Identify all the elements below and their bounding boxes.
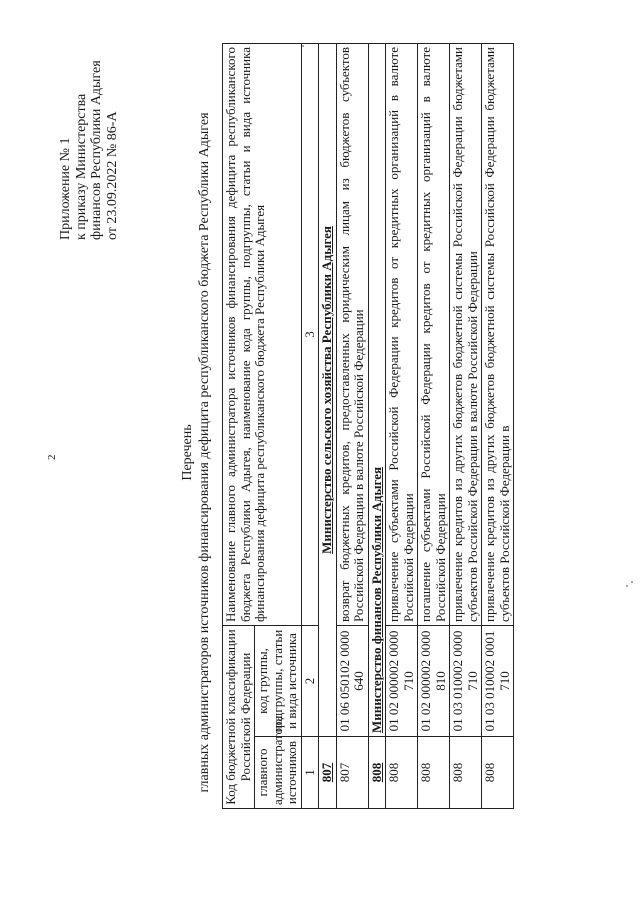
source-name: привлечение субъектами Российской Федерации кредитов от кредитных организаций в валюте Российской Федерации xyxy=(386,44,418,626)
appendix-line: Приложение № 1 xyxy=(58,137,73,240)
table-row xyxy=(482,44,514,809)
source-name: привлечение кредитов из других бюджетов бюджетной системы Российской Федерации бюджетами субъектов Российской Федерации в xyxy=(482,44,514,626)
source-code: 01 06 050102 0000 640 xyxy=(336,626,368,737)
column-numbers-row xyxy=(301,44,319,809)
appendix-line: от 23.09.2022 № 86-А xyxy=(104,111,120,240)
header-name: Наименование главного администратора источников финансирования дефицита республиканского бюджета Республики Адыгея, наименование кода группы, подгруппы, статьи и вида источника финансирования дефицита республиканского бюджета Республики Адыгея xyxy=(223,44,302,626)
column-number: 2 xyxy=(301,626,319,737)
document-subtitle: главных администраторов источников финансирования дефицита республиканского бюджета Республики Адыгея xyxy=(197,112,212,793)
header-row xyxy=(223,44,255,809)
scan-speck xyxy=(631,581,633,583)
table-row xyxy=(336,44,368,809)
appendix-block xyxy=(58,60,120,240)
admin-code: 808 xyxy=(450,737,482,809)
document-title: Перечень xyxy=(180,424,195,481)
source-code: 01 02 000002 0000 810 xyxy=(418,626,450,737)
scan-speck xyxy=(302,45,304,47)
section-admin-code: 808 xyxy=(368,737,386,809)
source-code: 01 03 010002 0000 710 xyxy=(450,626,482,737)
section-title: Министерство финансов Республики Адыгея xyxy=(368,44,386,737)
header-budget-code: Код бюджетной классификации Российской Федерации xyxy=(223,626,255,809)
source-name: погашение субъектами Российской Федерации кредитов от кредитных организаций в валюте Российской Федерации xyxy=(418,44,450,626)
section-row xyxy=(319,44,337,809)
page-number: 2 xyxy=(46,454,58,460)
header-admin: главного администратора источников xyxy=(255,737,302,809)
section-admin-code: 807 xyxy=(319,737,337,809)
admin-code: 808 xyxy=(418,737,450,809)
table-row xyxy=(450,44,482,809)
section-row xyxy=(368,44,386,809)
appendix-line: к приказу Министерства xyxy=(73,93,89,240)
admin-code: 807 xyxy=(336,737,368,809)
header-code: код группы, подгруппы, статьи и вида источника xyxy=(255,626,302,737)
source-name: возврат бюджетных кредитов, предоставленных юридическим лицам из бюджетов субъектов Российской Федерации в валюте Российской Федерации xyxy=(336,44,368,626)
column-number: 3 xyxy=(301,44,319,626)
scan-speck xyxy=(626,585,628,587)
source-name: привлечение кредитов из других бюджетов бюджетной системы Российской Федерации бюджетами субъектов Российской Федерации в валюте Российской Федерации xyxy=(450,44,482,626)
column-number: 1 xyxy=(301,737,319,809)
source-code: 01 03 010002 0001 710 xyxy=(482,626,514,737)
table-row xyxy=(386,44,418,809)
table-row xyxy=(418,44,450,809)
admin-code: 808 xyxy=(482,737,514,809)
appendix-line: финансов Республики Адыгея xyxy=(89,60,104,240)
source-code: 01 02 000002 0000 710 xyxy=(386,626,418,737)
admin-code: 808 xyxy=(386,737,418,809)
section-title: Министерство сельского хозяйства Республики Адыгея xyxy=(319,44,337,737)
administrators-table xyxy=(222,43,514,809)
